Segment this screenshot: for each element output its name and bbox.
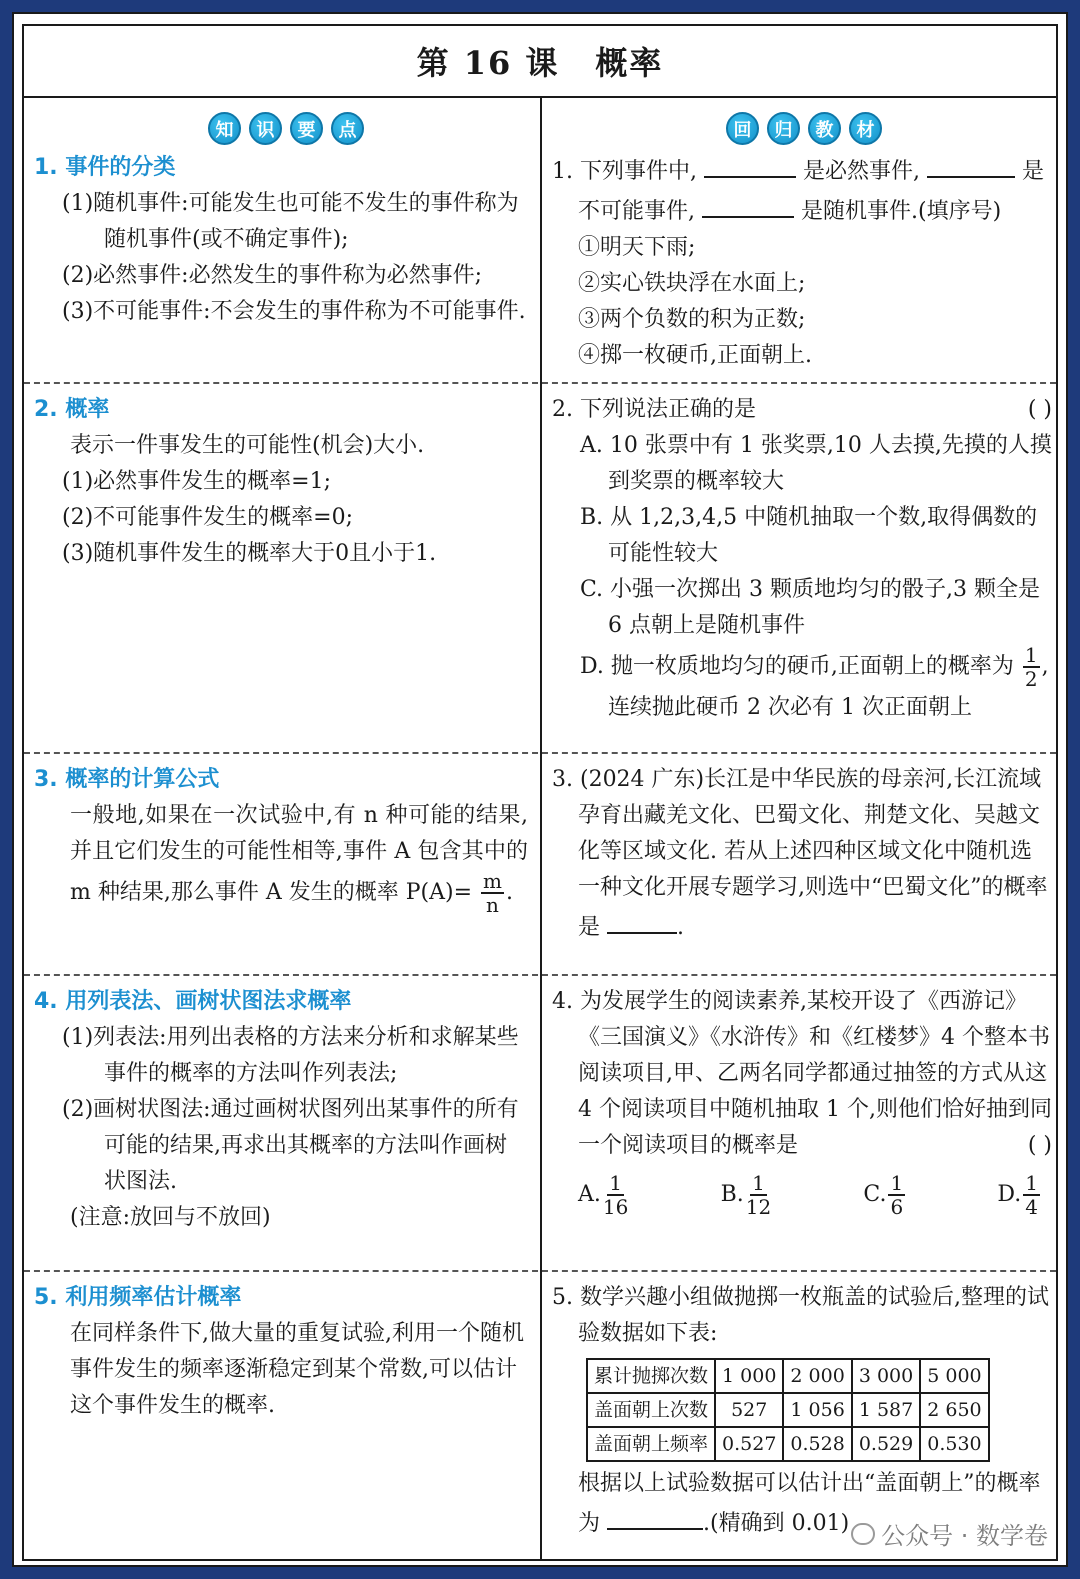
table-cell: 0.527: [715, 1427, 783, 1461]
table-cell: 5 000: [920, 1359, 988, 1393]
knowledge-section-1: [34, 150, 528, 330]
table-row: [587, 1427, 989, 1461]
badge-char: 要: [290, 112, 323, 145]
question-4: [552, 984, 1052, 1218]
fraction-denominator: 6: [890, 1195, 904, 1219]
table-cell: 1 587: [852, 1393, 920, 1427]
section-heading: 5. 利用频率估计概率: [34, 1285, 242, 1310]
answer-blank[interactable]: [704, 150, 796, 178]
fraction: [603, 1172, 628, 1218]
fraction: [1023, 1172, 1040, 1218]
question-text: 3. (2024 广东)长江是中华民族的母亲河,长江流域孕育出藏羌文化、巴蜀文化、荆楚文化、吴越文化等区域文化. 若从上述四种区域文化中随机选一种文化开展专题学习,则选中“巴蜀文化”的概率是: [552, 767, 1048, 940]
table-cell: 527: [715, 1393, 783, 1427]
badge-char: 点: [331, 112, 364, 145]
fraction-denominator: n: [486, 893, 499, 917]
table-cell: 2 000: [783, 1359, 851, 1393]
row-divider: [24, 1270, 1056, 1272]
choice-d[interactable]: D. $\frac{1}{4}$: [997, 1171, 1038, 1219]
knowledge-section-5: [34, 1280, 528, 1424]
option: ③两个负数的积为正数;: [578, 307, 806, 332]
fraction-numerator: 1: [1025, 1171, 1038, 1195]
option: ①明天下雨;: [578, 235, 696, 260]
table-header-cell: 盖面朝上频率: [587, 1427, 715, 1461]
knowledge-section-2: [34, 392, 528, 572]
table-cell: 2 650: [920, 1393, 988, 1427]
paragraph: 在同样条件下,做大量的重复试验,利用一个随机事件发生的频率逐渐稳定到某个常数,可以估计这个事件发生的概率.: [70, 1321, 524, 1418]
watermark-text: 公众号 · 数学卷: [881, 1522, 1048, 1550]
question-text: 是不可能事件,: [578, 159, 1044, 224]
option-d: [552, 644, 1052, 726]
fraction: [746, 1172, 771, 1218]
table-header-cell: 累计抛掷次数: [587, 1359, 715, 1393]
fraction-denominator: 2: [1024, 667, 1038, 691]
badge-char: 归: [767, 112, 800, 145]
option-c: C. 小强一次掷出 3 颗质地均匀的骰子,3 颗全是 6 点朝上是随机事件: [580, 577, 1041, 638]
option-text: D. 抛一枚质地均匀的硬币,正面朝上的概率为: [580, 654, 1014, 679]
fraction-denominator: 12: [745, 1195, 772, 1219]
knowledge-section-3: 3. 概率的计算公式 一般地,如果在一次试验中,有 n 种可能的结果,并且它们发生的可能性相等,事件 A 包含其中的 m 种结果,那么事件 A 发生的概率 P(A)= $\frac{m}{n}$ .: [34, 762, 528, 916]
badge-char: 材: [849, 112, 882, 145]
content-grid: [22, 98, 1058, 1561]
question-text: 是随机事件.(填序号): [801, 199, 1002, 224]
page-title: [22, 24, 1058, 98]
table-header-cell: 盖面朝上次数: [587, 1393, 715, 1427]
list-item: (1)必然事件发生的概率=1;: [62, 469, 332, 494]
table-cell: 1 000: [715, 1359, 783, 1393]
fraction: [1023, 644, 1040, 690]
answer-blank[interactable]: [927, 150, 1015, 178]
option-a: A. 10 张票中有 1 张奖票,10 人去摸,先摸的人摸到奖票的概率较大: [580, 433, 1052, 494]
question-2: [552, 392, 1052, 726]
fraction-numerator: 1: [1024, 643, 1038, 667]
question-text: 根据以上试验数据可以估计出“盖面朝上”的概率为: [578, 1471, 1041, 1536]
note: (注意:放回与不放回): [70, 1205, 271, 1230]
table-cell: 1 056: [783, 1393, 851, 1427]
question-text: 2. 下列说法正确的是: [552, 397, 756, 422]
experiment-data-table: [586, 1358, 990, 1462]
option-b: B. 从 1,2,3,4,5 中随机抽取一个数,取得偶数的可能性较大: [580, 505, 1038, 566]
fraction-denominator: 16: [602, 1195, 629, 1219]
row-divider: [24, 752, 1056, 754]
worksheet-page: [12, 12, 1068, 1567]
section-heading: 4. 用列表法、画树状图法求概率: [34, 989, 352, 1014]
question-text: 是必然事件,: [802, 159, 920, 184]
section-heading: 1. 事件的分类: [34, 155, 176, 180]
fraction-denominator: 4: [1025, 1195, 1038, 1219]
table-row: [587, 1359, 989, 1393]
table-cell: 0.529: [852, 1427, 920, 1461]
badge-char: 知: [208, 112, 241, 145]
watermark: [851, 1516, 1048, 1551]
list-item: (1)随机事件:可能发生也可能不发生的事件称为随机事件(或不确定事件);: [62, 191, 519, 252]
probability-formula-fraction: [481, 870, 504, 916]
section-heading: 2. 概率: [34, 397, 110, 422]
option-text: ,连续抛此硬币 2 次必有 1 次正面朝上: [608, 654, 1049, 720]
question-text: 5. 数学兴趣小组做抛掷一枚瓶盖的试验后,整理的试验数据如下表:: [552, 1285, 1049, 1346]
lesson-topic: 概率: [595, 44, 664, 82]
choice-b[interactable]: B. $\frac{1}{12}$: [720, 1171, 772, 1219]
column-divider: [540, 98, 542, 1559]
list-item: (3)不可能事件:不会发生的事件称为不可能事件.: [62, 299, 526, 324]
table-cell: 0.528: [783, 1427, 851, 1461]
question-3: 3. (2024 广东)长江是中华民族的母亲河,长江流域孕育出藏羌文化、巴蜀文化、荆楚文化、吴越文化等区域文化. 若从上述四种区域文化中随机选一种文化开展专题学习,则选中“巴蜀文化”的概率是 .: [552, 767, 1048, 940]
wechat-icon: [851, 1523, 875, 1545]
choice-row: [552, 1164, 1052, 1218]
answer-parentheses[interactable]: ( ): [1027, 397, 1052, 422]
badge-char: 回: [726, 112, 759, 145]
choice-a[interactable]: A. $\frac{1}{16}$: [578, 1171, 629, 1219]
option: ②实心铁块浮在水面上;: [578, 271, 806, 296]
fraction-numerator: m: [483, 869, 502, 893]
list-item: (3)随机事件发生的概率大于0且小于1.: [62, 541, 437, 566]
lesson-number: 第 16 课: [416, 44, 560, 82]
choice-c[interactable]: C. $\frac{1}{6}$: [863, 1171, 904, 1219]
fraction-numerator: 1: [752, 1171, 765, 1195]
list-item: (2)不可能事件发生的概率=0;: [62, 505, 354, 530]
section-heading: 3. 概率的计算公式: [34, 767, 220, 792]
question-text: 1. 下列事件中,: [552, 159, 697, 184]
paragraph: 一般地,如果在一次试验中,有 n 种可能的结果,并且它们发生的可能性相等,事件 A 包含其中的 m 种结果,那么事件 A 发生的概率 P(A)=: [70, 803, 528, 905]
answer-blank[interactable]: [607, 1502, 703, 1530]
textbook-review-badge: [726, 112, 882, 145]
table-cell: 3 000: [852, 1359, 920, 1393]
row-divider: [24, 382, 1056, 384]
badge-char: 识: [249, 112, 282, 145]
answer-blank[interactable]: [702, 190, 794, 218]
fraction: [888, 1172, 905, 1218]
knowledge-section-4: [34, 984, 528, 1236]
table-cell: 0.530: [920, 1427, 988, 1461]
list-item: (2)画树状图法:通过画树状图列出某事件的所有可能的结果,再求出其概率的方法叫作画树状图法.: [62, 1097, 519, 1194]
question-1: [552, 150, 1052, 374]
list-item: (2)必然事件:必然发生的事件称为必然事件;: [62, 263, 482, 288]
badge-char: 教: [808, 112, 841, 145]
option: ④掷一枚硬币,正面朝上.: [578, 343, 812, 368]
fraction-numerator: 1: [890, 1171, 904, 1195]
knowledge-points-badge: [208, 112, 364, 145]
row-divider: [24, 974, 1056, 976]
table-row: [587, 1393, 989, 1427]
paragraph: 表示一件事发生的可能性(机会)大小.: [70, 433, 425, 458]
fraction-numerator: 1: [609, 1171, 622, 1195]
answer-parentheses[interactable]: ( ): [1027, 1133, 1052, 1158]
question-5: 5. 数学兴趣小组做抛掷一枚瓶盖的试验后,整理的试验数据如下表: 累计抛掷次数 1 000 2 000 3 000 5 000 盖面朝上次数 527 1 056 1 587 2 650 盖面朝上频率 0.527 0.528 0.529 0.530 根据以上试验数据可以估计出“盖面朝上”的概率为 .(精确到 0.01): [552, 1280, 1052, 1542]
question-text: 4. 为发展学生的阅读素养,某校开设了《西游记》《三国演义》《水浒传》和《红楼梦》4 个整本书阅读项目,甲、乙两名同学都通过抽签的方式从这 4 个阅读项目中随机抽取 1 个,则他们恰好抽到同一个阅读项目的概率是: [552, 989, 1052, 1158]
answer-blank[interactable]: [607, 906, 677, 934]
list-item: (1)列表法:用列出表格的方法来分析和求解某些事件的概率的方法叫作列表法;: [62, 1025, 519, 1086]
